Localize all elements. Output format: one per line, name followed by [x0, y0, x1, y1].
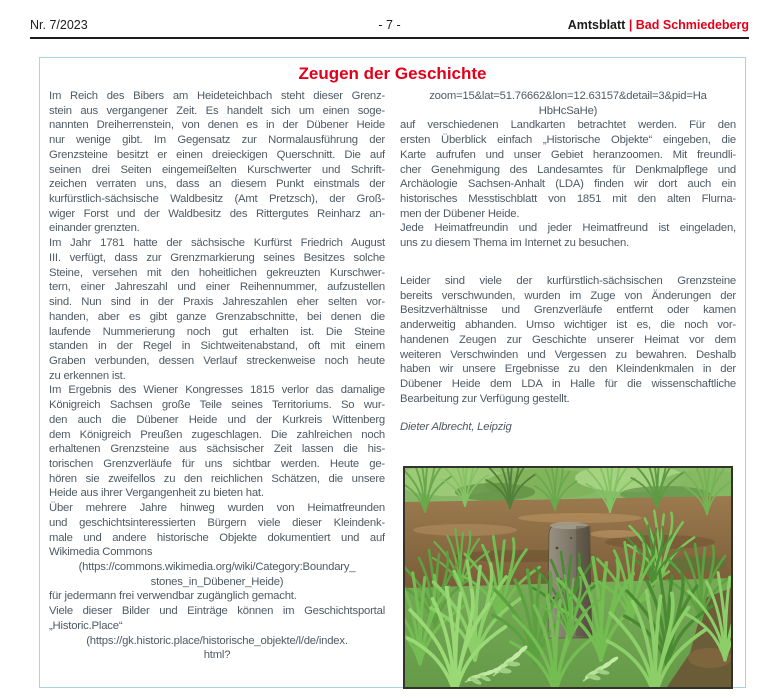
text-line: einander grenzten.	[49, 222, 140, 235]
text-line: sind. Nun sind in der Praxis Jahreszahlen eher selten vor-	[49, 296, 385, 309]
text-line: und geschichtsinteressierten Bürgern viele dieser Kleindenk-	[49, 516, 385, 529]
article-columns	[49, 89, 736, 689]
boundary-stone-photo-art	[405, 468, 731, 687]
right-column	[400, 89, 736, 689]
text-line: auf verschiedenen Landkarten betrachtet werden. Für den	[400, 119, 736, 132]
text-line: Grenzsteine besitzt er einen dreieckigen Querschnitt. Die auf	[49, 148, 385, 161]
right-column-text	[400, 89, 736, 435]
text-line: anderweitig abhanden. Umso wichtiger ist es, die noch vor-	[400, 319, 736, 332]
page-header	[30, 18, 749, 39]
text-line: uns zu diesem Thema im Internet zu besuchen.	[400, 237, 629, 250]
text-line: torischen Grenzverläufe für uns sichtbar werden. Heute ge-	[49, 457, 385, 470]
text-line: Dieter Albrecht, Leipzig	[400, 421, 512, 434]
text-line: Im Ergebnis des Wiener Kongresses 1815 verlor das damalige	[49, 384, 385, 397]
text-line: stein aus vergangener Zeit. Es handelt sich um einen soge-	[49, 104, 385, 117]
text-line: historisches Messtischblatt von 1851 mit den alten Flurna-	[400, 193, 736, 206]
text-line: Graben verbunden, dessen Verlauf streckenweise noch heute	[49, 354, 385, 367]
text-line: Dübener Heide dem LDA in Halle für die wissenschaftliche	[400, 377, 736, 390]
text-line: III. verfügt, dass zur Grenzmarkierung seines Besitzes solche	[49, 251, 385, 264]
page-number: - 7 -	[378, 18, 401, 32]
text-line: für jedermann frei verwendbar zugänglich gemacht.	[49, 590, 297, 603]
masthead-title: Amtsblatt	[567, 18, 629, 32]
text-line: zu erkennen ist.	[49, 369, 126, 382]
text-line: stones_in_Dübener_Heide)	[150, 575, 284, 588]
text-line: haben wir unsere Ergebnisse zu den Kleindenkmalen in der	[400, 363, 736, 376]
text-line: Über mehrere Jahre hinweg wurden von Heimatfreunden	[49, 502, 385, 515]
text-line: men der Dübener Heide.	[400, 207, 520, 220]
text-line: bereits verschwunden, wurden im Zuge von Änderungen der	[400, 289, 736, 302]
text-line: HbHcSaHe)	[538, 104, 598, 117]
text-line: laufende Nummerierung noch gut erhalten ist. Die Steine	[49, 325, 385, 338]
boundary-stone-photo	[403, 466, 733, 689]
article-box	[39, 57, 746, 688]
text-line: kurfürstlich-sächsische Waldbesitz (Amt Pretzsch), der Groß-	[49, 193, 385, 206]
text-line: seinen drei Seiten eingemeißelten Kurschwerter und Schrift-	[49, 163, 385, 176]
text-line: dem Königreich Preußen zugeschlagen. Die zahlreichen noch	[49, 428, 385, 441]
left-column	[49, 89, 385, 689]
text-line: Leider sind viele der kurfürstlich-sächsischen Grenzsteine	[400, 274, 736, 287]
text-line: tern, einer Jahreszahl und einer Reihennummer, aufzustellen	[49, 281, 385, 294]
text-line: Im Jahr 1781 hatte der sächsische Kurfürst Friedrich August	[49, 237, 385, 250]
text-line: „Historic.Place“	[49, 619, 123, 632]
text-line: handen, aber es gibt ganze Grenzabschnitte, bei denen die	[49, 310, 385, 323]
text-line: cher Genehmigung des Landesamtes für Denkmalpflege und	[400, 163, 736, 176]
text-line: zoom=15&lat=51.76662&lon=12.63157&detail=3&pid=Ha	[429, 90, 707, 102]
masthead	[509, 18, 749, 32]
text-line: (https://commons.wikimedia.org/wiki/Category:Boundary_	[78, 561, 356, 573]
text-line: erhaltenen Grenzsteine aus sächsischer Zeit lassen die his-	[49, 443, 385, 456]
text-line: male und andere historische Objekte dokumentiert und auf	[49, 531, 385, 544]
text-line: Besitzverhältnisse und Grenzverläufe entfernt oder kamen	[400, 304, 736, 317]
text-line: Viele dieser Bilder und Einträge können im Geschichtsportal	[49, 605, 385, 618]
text-line: Jede Heimatfreundin und jeder Heimatfreund ist eingeladen,	[400, 222, 736, 235]
text-line: nur wenige gibt. Im Gegensatz zur Normalausführung der	[49, 134, 385, 147]
text-line: ersten Überblick einfach „Historische Objekte“ eingeben, die	[400, 134, 736, 147]
text-line: Königreich Sachsen große Teile seines Territoriums. So wur-	[49, 399, 385, 412]
text-line: hören sie zweifellos zu den reichlichen Schätzen, die unsere	[49, 472, 385, 485]
text-line: handenen Zeugen zur Geschichte unserer Heimat vor dem	[400, 333, 736, 346]
text-line: Archäologie Sachsen-Anhalt (LDA) finden wir dort auch ein	[400, 178, 736, 191]
text-line: wiger Forst und der Waldbesitz des Rittergutes Reinharz an-	[49, 207, 385, 220]
text-line: Bearbeitung zur Verfügung gestellt.	[400, 392, 570, 405]
text-line: zeichen verraten uns, dass an diesem Punkt einstmals der	[49, 178, 385, 191]
text-line: html?	[203, 649, 231, 662]
issue-number: Nr. 7/2023	[30, 18, 88, 32]
text-line: Steine, versehen mit den hoheitlichen gekreuzten Kurschwer-	[49, 266, 385, 279]
masthead-city: | Bad Schmiedeberg	[628, 18, 750, 32]
text-line: Im Reich des Bibers am Heideteichbach steht dieser Grenz-	[49, 90, 385, 102]
article-title: Zeugen der Geschichte	[298, 64, 487, 83]
text-line: den auch die Dübener Heide und der Kurkreis Wittenberg	[49, 413, 385, 426]
text-line: weiteren Verschwinden und Vergessen zu bewahren. Deshalb	[400, 348, 736, 361]
text-line: Karte aufrufen und unser Gebiet heranzoomen. Mit freundli-	[400, 148, 736, 161]
text-line: Heide aus ihrer Vergangenheit zu bieten hat.	[49, 487, 264, 500]
text-line: (https://gk.historic.place/historische_objekte/l/de/index.	[86, 634, 348, 647]
text-line: Wikimedia Commons	[49, 546, 153, 559]
text-line: standen in der Regel in Sichtweitenabstand, oft mit einem	[49, 340, 385, 353]
text-line: nannten Dreiherrenstein, von denen es in der Dübener Heide	[49, 119, 385, 132]
